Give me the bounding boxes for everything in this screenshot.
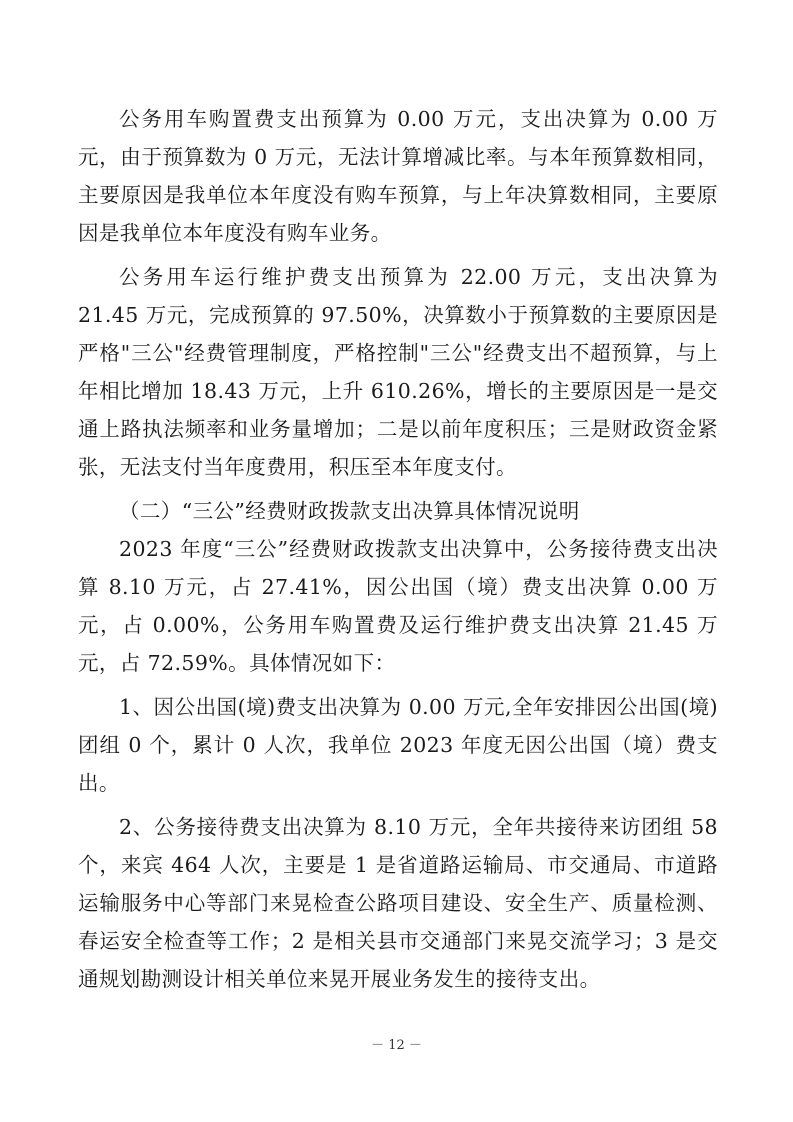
paragraph-vehicle-maintenance: 公务用车运行维护费支出预算为 22.00 万元，支出决算为 21.45 万元，完成预算的 97.50%，决算数小于预算数的主要原因是严格"三公"经费管理制度，严格控制"三公"经费支出不超预算，与上年相比增加 18.43 万元，上升 610.26%，增长的主要原因是一是交通上路执法频率和业务量增加；二是以前年度积压；三是财政资金紧张，无法支付当年度费用，积压至本年度支付。 — [78, 265, 718, 479]
paragraph-reception: 2、公务接待费支出决算为 8.10 万元，全年共接待来访团组 58 个，来宾 464 人次，主要是 1 是省道路运输局、市交通局、市道路运输服务中心等部门来晃检查公路项目建设、安全生产、质量检测、春运安全检查等工作；2 是相关县市交通部门来晃交流学习；3 是交通规划勘测设计相关单位来晃开展业务发生的接待支出。 — [78, 815, 718, 991]
paragraph-summary: 2023 年度“三公”经费财政拨款支出决算中，公务接待费支出决算 8.10 万元，占 27.41%，因公出国（境）费支出决算 0.00 万元，占 0.00%，公务用车购置费及运行维护费支出决算 21.45 万元，占 72.59%。具体情况如下： — [78, 537, 718, 675]
section-heading: （二）“三公”经费财政拨款支出决算具体情况说明 — [119, 499, 580, 523]
paragraph-overseas-travel: 1、因公出国(境)费支出决算为 0.00 万元,全年安排因公出国(境)团组 0 个，累计 0 人次，我单位 2023 年度无因公出国（境）费支出。 — [78, 695, 718, 795]
paragraph-vehicle-purchase: 公务用车购置费支出预算为 0.00 万元，支出决算为 0.00 万元，由于预算数为 0 万元，无法计算增减比率。与本年预算数相同，主要原因是我单位本年度没有购车预算，与上年决算数相同，主要原因是我单位本年度没有购车业务。 — [78, 107, 718, 245]
document-body — [78, 100, 718, 998]
page-number: － 12 － — [371, 1038, 422, 1053]
